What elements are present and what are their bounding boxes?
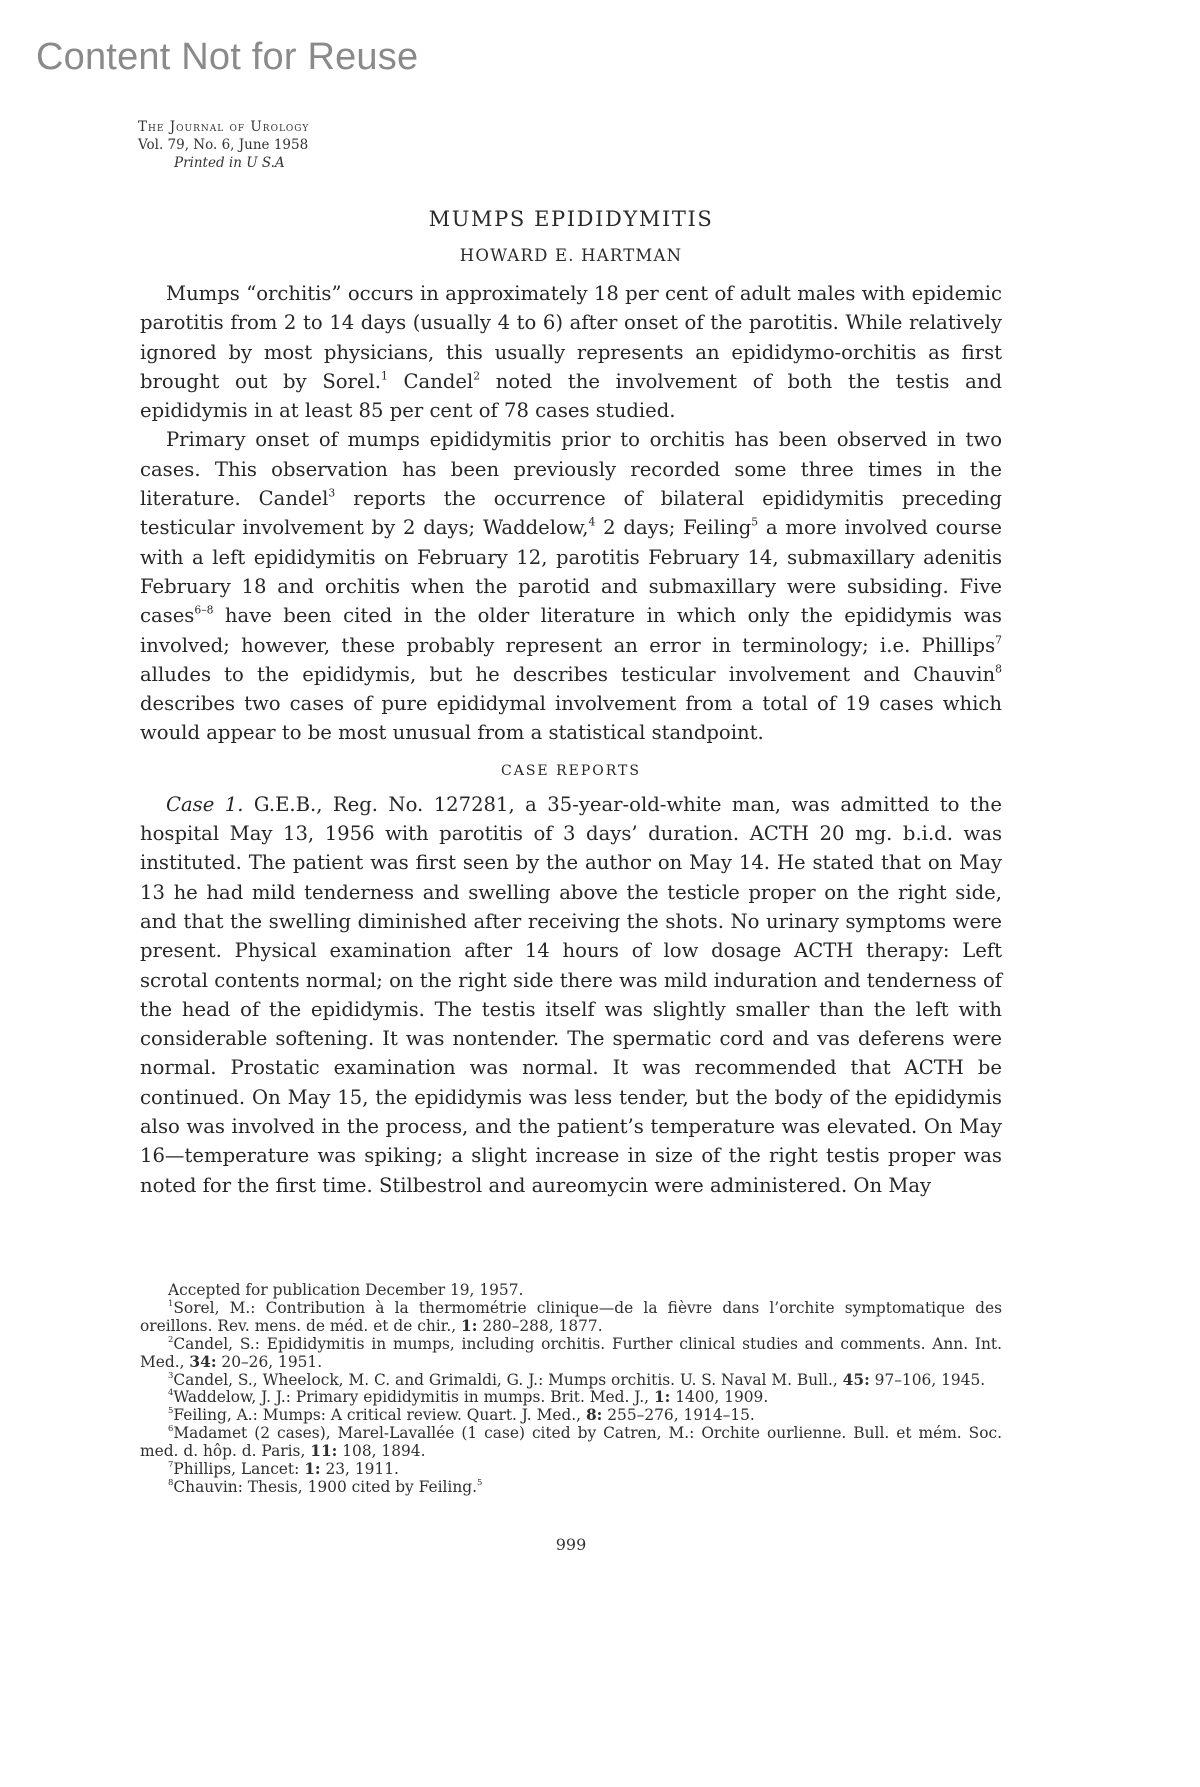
watermark: Content Not for Reuse (36, 36, 419, 78)
footnote-list (140, 1300, 1002, 1497)
footnote-volume: 11: (310, 1442, 338, 1461)
page-number: 999 (555, 1535, 587, 1554)
footnote-text: Candel, S., Wheelock, M. C. and Grimaldi, G. J.: Mumps orchitis. U. S. Naval M. Bull., (173, 1370, 843, 1389)
journal-name: The Journal of Urology (138, 119, 310, 135)
footnote-volume: 1: (653, 1388, 671, 1407)
footnote-text: 108, 1894. (337, 1442, 426, 1461)
footnote-ref: 4 (588, 515, 596, 529)
text-run: 2 days; Feiling (595, 516, 752, 540)
footnote-volume: 34: (189, 1352, 217, 1371)
text-run: noted the involvement of both the testis and epididymis in at least 85 per cent of 78 cases studied. (140, 369, 1002, 423)
text-run: G.E.B., Reg. No. 127281, a 35-year-old-white man, was admitted to the hospital May 13, 1956 with parotitis of 3 days’ duration. ACTH 20 mg. b.i.d. was instituted. The patient was first seen by the author on May 14. He stated that on May 13 he had mild tenderness and swelling above the testicle proper on the right side, and that the swelling diminished after receiving the shots. No urinary symptoms were present. Physical examination after 14 hours of low dosage ACTH therapy: Left scrotal contents normal; on the right side there was mild induration and tenderness of the head of the epididymis. The testis itself was slightly smaller than the left with considerable softening. It was nontender. The spermatic cord and vas deferens were normal. Prostatic examination was normal. It was recommended that ACTH be continued. On May 15, the epididymis was less tender, but the body of the epididymis also was involved in the process, and the patient’s temperature was elevated. On May 16—temperature was spiking; a slight increase in size of the right testis proper was noted for the first time. Stilbestrol and aureomycin were administered. On May (140, 792, 1002, 1197)
footnote-volume: 8: (585, 1406, 603, 1425)
footnote-ref: 1 (381, 369, 388, 383)
footnote-number: 4 (168, 1387, 174, 1398)
footnote-text: Madamet (2 cases), Marel-Lavallée (1 case) cited by Catren, M.: Orchite ourlienne. Bull. et mém. Soc. med. d. hôp. d. Paris, (140, 1424, 1002, 1461)
footnote-text: 23, 1911. (320, 1460, 399, 1479)
paragraph-background (140, 425, 1002, 747)
footnote-ref: 2 (473, 369, 481, 383)
footnote-number: 5 (168, 1405, 174, 1416)
journal-header (138, 118, 309, 172)
case-label: Case 1. (166, 792, 244, 816)
footnote (140, 1300, 1002, 1336)
footnote-volume: 45: (842, 1370, 870, 1389)
footnote-number: 1 (168, 1298, 174, 1309)
footnote-number: 2 (168, 1333, 174, 1344)
text-run: describes two cases of pure epididymal involvement from a total of 19 cases which would appear to be most unusual from a statistical standpoint. (140, 692, 1002, 745)
footnote-ref: 7 (995, 632, 1002, 646)
footnote-text: 1400, 1909. (670, 1388, 769, 1407)
footnote-text: Candel, S.: Epididymitis in mumps, including orchitis. Further clinical studies and comments. Ann. Int. Med., (140, 1334, 1002, 1371)
footnote-text: 255–276, 1914–15. (602, 1406, 755, 1425)
text-run: Candel (387, 369, 474, 393)
text-run: reports the occurrence of bilateral epididymitis preceding testicular involvement by 2 days; Waddelow, (140, 487, 1002, 540)
footnote-ref: 5 (477, 1477, 483, 1488)
footnote-text: Phillips, Lancet: (173, 1460, 305, 1479)
footnote-volume: 1: (304, 1460, 321, 1479)
section-heading: CASE REPORTS (501, 762, 641, 779)
footnote-text: 20–26, 1951. (216, 1352, 323, 1371)
journal-printed: Printed in U S.A (174, 155, 285, 171)
footnote-text: Sorel, M.: Contribution à la thermométrie clinique—de la fièvre dans l’orchite symptomatique des oreillons. Rev. mens. de méd. et de chir., (140, 1298, 1002, 1335)
footnote-ref: 6–8 (194, 603, 214, 617)
footnotes (140, 1282, 1002, 1497)
footnote-number: 6 (168, 1423, 174, 1434)
article-author: HOWARD E. HARTMAN (459, 246, 683, 265)
footnote (140, 1479, 1002, 1497)
journal-volume: Vol. 79, No. 6, June 1958 (138, 137, 309, 153)
footnote (140, 1425, 1002, 1461)
footnote-text: Feiling, A.: Mumps: A critical review. Quart. J. Med., (173, 1406, 586, 1425)
paragraph-intro (140, 279, 1002, 425)
footnote-ref: 5 (751, 515, 759, 529)
article-title: MUMPS EPIDIDYMITIS (428, 207, 714, 231)
footnote (140, 1389, 1002, 1407)
footnote-text: Chauvin: Thesis, 1900 cited by Feiling. (173, 1477, 478, 1496)
text-run: alludes to the epididymis, but he describes testicular involvement and Chauvin (140, 662, 996, 686)
footnote-text: 280–288, 1877. (477, 1316, 603, 1335)
text-run: have been cited in the older literature in which only the epididymis was involved; however, these probably represent an error in terminology; i.e. Phillips (140, 604, 1002, 657)
footnote-number: 3 (168, 1369, 174, 1380)
footnote (140, 1461, 1002, 1479)
footnote-ref: 3 (328, 486, 336, 500)
text-run: Primary onset of mumps epididymitis prior to orchitis has been observed in two cases. This observation has been previously recorded some three times in the literature. Candel (140, 428, 1002, 511)
text-run: a more involved course with a left epididymitis on February 12, parotitis February 14, submaxillary adenitis February 18 and orchitis when the parotid and submaxillary were subsiding. Five cases (140, 516, 1002, 628)
footnote (140, 1333, 1002, 1372)
footnote-volume: 1: (461, 1316, 478, 1335)
footnote-text: 97–106, 1945. (869, 1370, 986, 1389)
footnote-number: 8 (168, 1477, 174, 1488)
paragraph-case-1 (140, 790, 1002, 1200)
accepted-note: Accepted for publication December 19, 1957. (168, 1281, 524, 1299)
text-run: Mumps “orchitis” occurs in approximately 18 per cent of adult males with epidemic parotitis from 2 to 14 days (usually 4 to 6) after onset of the parotitis. While relatively ignored by most physicians, this usually represents an epididymo-orchitis as first brought out by Sorel. (140, 282, 1002, 393)
article-body (140, 279, 1002, 1200)
footnote-text: Waddelow, J. J.: Primary epididymitis in mumps. Brit. Med. J., (173, 1388, 654, 1407)
footnote (140, 1369, 1002, 1390)
footnote-number: 7 (168, 1459, 174, 1470)
footnote (140, 1407, 1002, 1425)
footnote-ref: 8 (995, 662, 1002, 676)
